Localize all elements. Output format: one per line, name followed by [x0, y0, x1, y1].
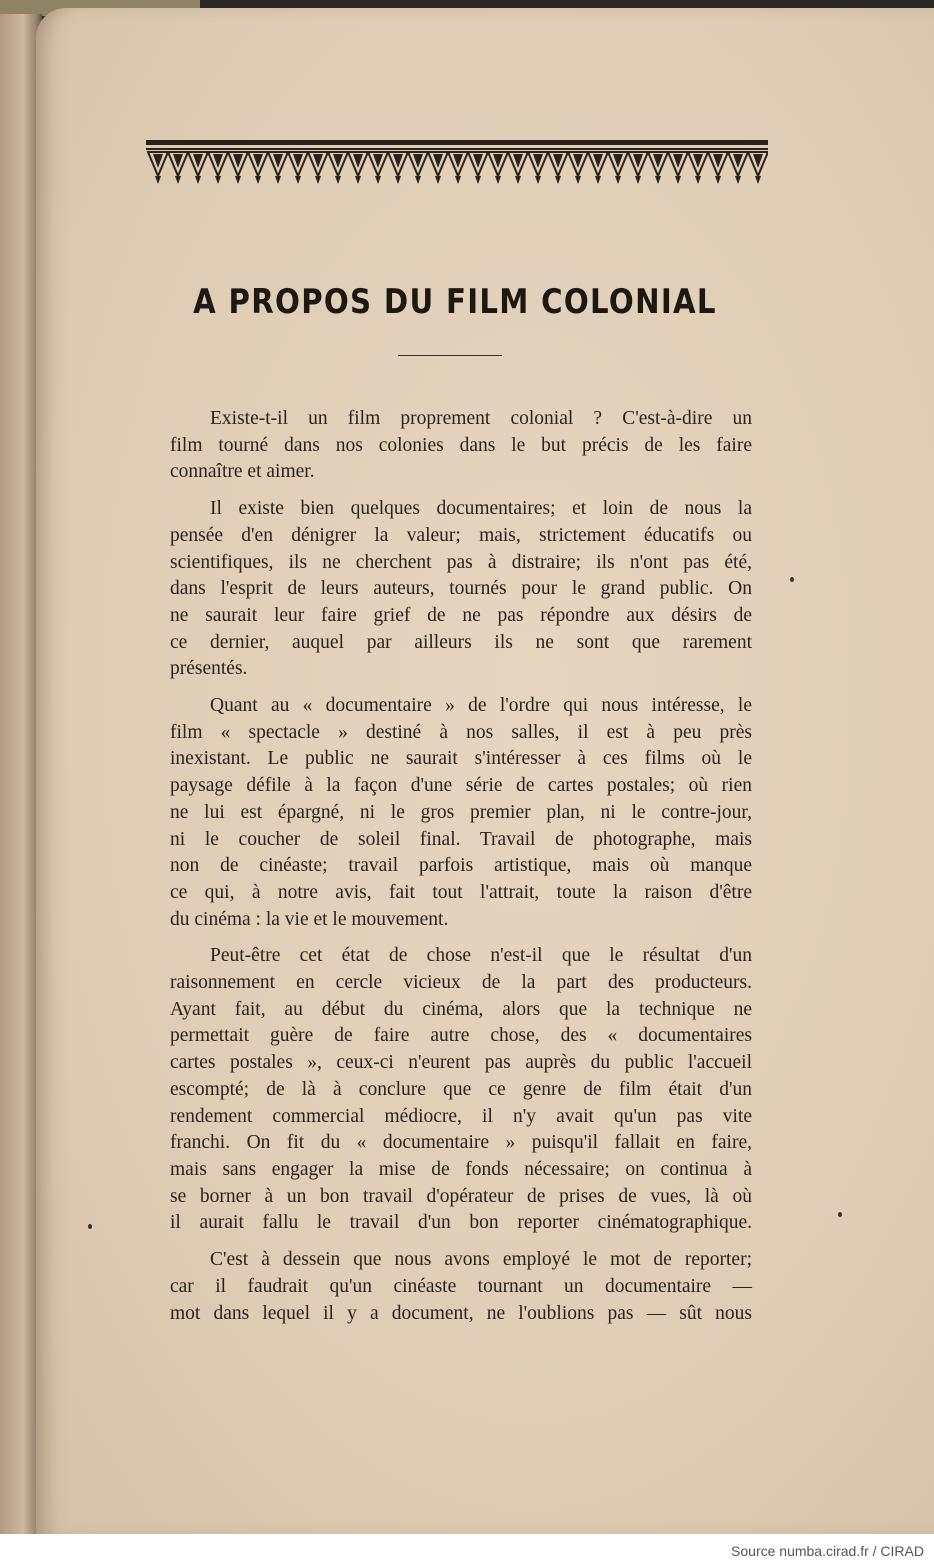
text-line: ce dernier, auquel par ailleurs ils ne sont que rarement [170, 631, 752, 653]
paper-speck [790, 577, 794, 582]
page-title: A PROPOS DU FILM COLONIAL [193, 282, 717, 322]
text-line: Existe-t-il un film proprement colonial ? C'est-à-dire un [210, 408, 752, 429]
text-line: film tourné dans nos colonies dans le but précis de les faire [170, 434, 752, 456]
text-line: dans l'esprit de leurs auteurs, tournés pour le grand public. On [170, 578, 752, 600]
title-divider [398, 355, 502, 356]
text-line: C'est à dessein que nous avons employé le mot de reporter; [210, 1249, 752, 1271]
text-line: inexistant. Le public ne saurait s'intéresser à ces films où le [170, 748, 752, 770]
text-line: mot dans lequel il y a document, ne l'oublions pas — sût nous [170, 1302, 752, 1324]
text-line: film « spectacle » destiné à nos salles, il est à peu près [170, 721, 752, 743]
text-line: ce qui, à notre avis, fait tout l'attrait, toute la raison d'être [170, 881, 752, 903]
paper-speck [838, 1212, 842, 1217]
text-line: Ayant fait, au début du cinéma, alors que la technique ne [170, 998, 752, 1020]
paragraph-1 [130, 406, 752, 486]
text-line: franchi. On fit du « documentaire » puisqu'il fallait en faire, [170, 1132, 752, 1154]
text-line: ne lui est épargné, ni le gros premier plan, ni le contre-jour, [170, 801, 752, 823]
decorative-header-ornament [146, 140, 768, 190]
text-line: rendement commercial médiocre, il n'y avait qu'un pas vite [170, 1105, 752, 1127]
source-credit: Source numba.cirad.fr / CIRAD [731, 1543, 924, 1559]
paper-speck [88, 1224, 92, 1229]
text-line: raisonnement en cercle vicieux de la part des producteurs. [170, 972, 752, 994]
paragraph-4 [130, 943, 752, 1237]
text-line: Quant au « documentaire » de l'ordre qui nous intéresse, le [210, 695, 752, 717]
paragraph-5 [130, 1247, 752, 1327]
text-line: ni le coucher de soleil final. Travail de photographe, mais [170, 828, 752, 850]
text-line: permettait guère de faire autre chose, des « documentaires [170, 1025, 752, 1047]
text-line: ne saurait leur faire grief de ne pas répondre aux désirs de [170, 604, 752, 626]
text-line: connaître et aimer. [170, 461, 315, 483]
paragraph-2 [130, 496, 752, 683]
text-line: pensée d'en dénigrer la valeur; mais, strictement éducatifs ou [170, 524, 752, 546]
text-line: se borner à un bon travail d'opérateur de prises de vues, là où [170, 1185, 752, 1207]
text-line: mais sans engager la mise de fonds nécessaire; on continua à [170, 1158, 752, 1180]
text-line: escompté; de là à conclure que ce genre de film était d'un [170, 1078, 752, 1100]
text-line: présentés. [170, 658, 248, 680]
text-line: du cinéma : la vie et le mouvement. [170, 908, 449, 930]
text-line: car il faudrait qu'un cinéaste tournant un documentaire — [170, 1275, 752, 1297]
text-line: Peut-être cet état de chose n'est-il que le résultat d'un [210, 945, 752, 967]
text-line: il aurait fallu le travail d'un bon reporter cinématographique. [170, 1212, 752, 1234]
text-line: non de cinéaste; travail parfois artistique, mais où manque [170, 855, 752, 877]
text-line: cartes postales », ceux-ci n'eurent pas auprès du public l'accueil [170, 1052, 752, 1074]
text-line: paysage défile à la façon d'une série de cartes postales; où rien [170, 775, 752, 797]
text-line: scientifiques, ils ne cherchent pas à distraire; ils n'ont pas été, [170, 551, 752, 573]
text-line: Il existe bien quelques documentaires; et loin de nous la [210, 498, 752, 520]
article-body [130, 406, 752, 1337]
paragraph-3 [130, 693, 752, 933]
